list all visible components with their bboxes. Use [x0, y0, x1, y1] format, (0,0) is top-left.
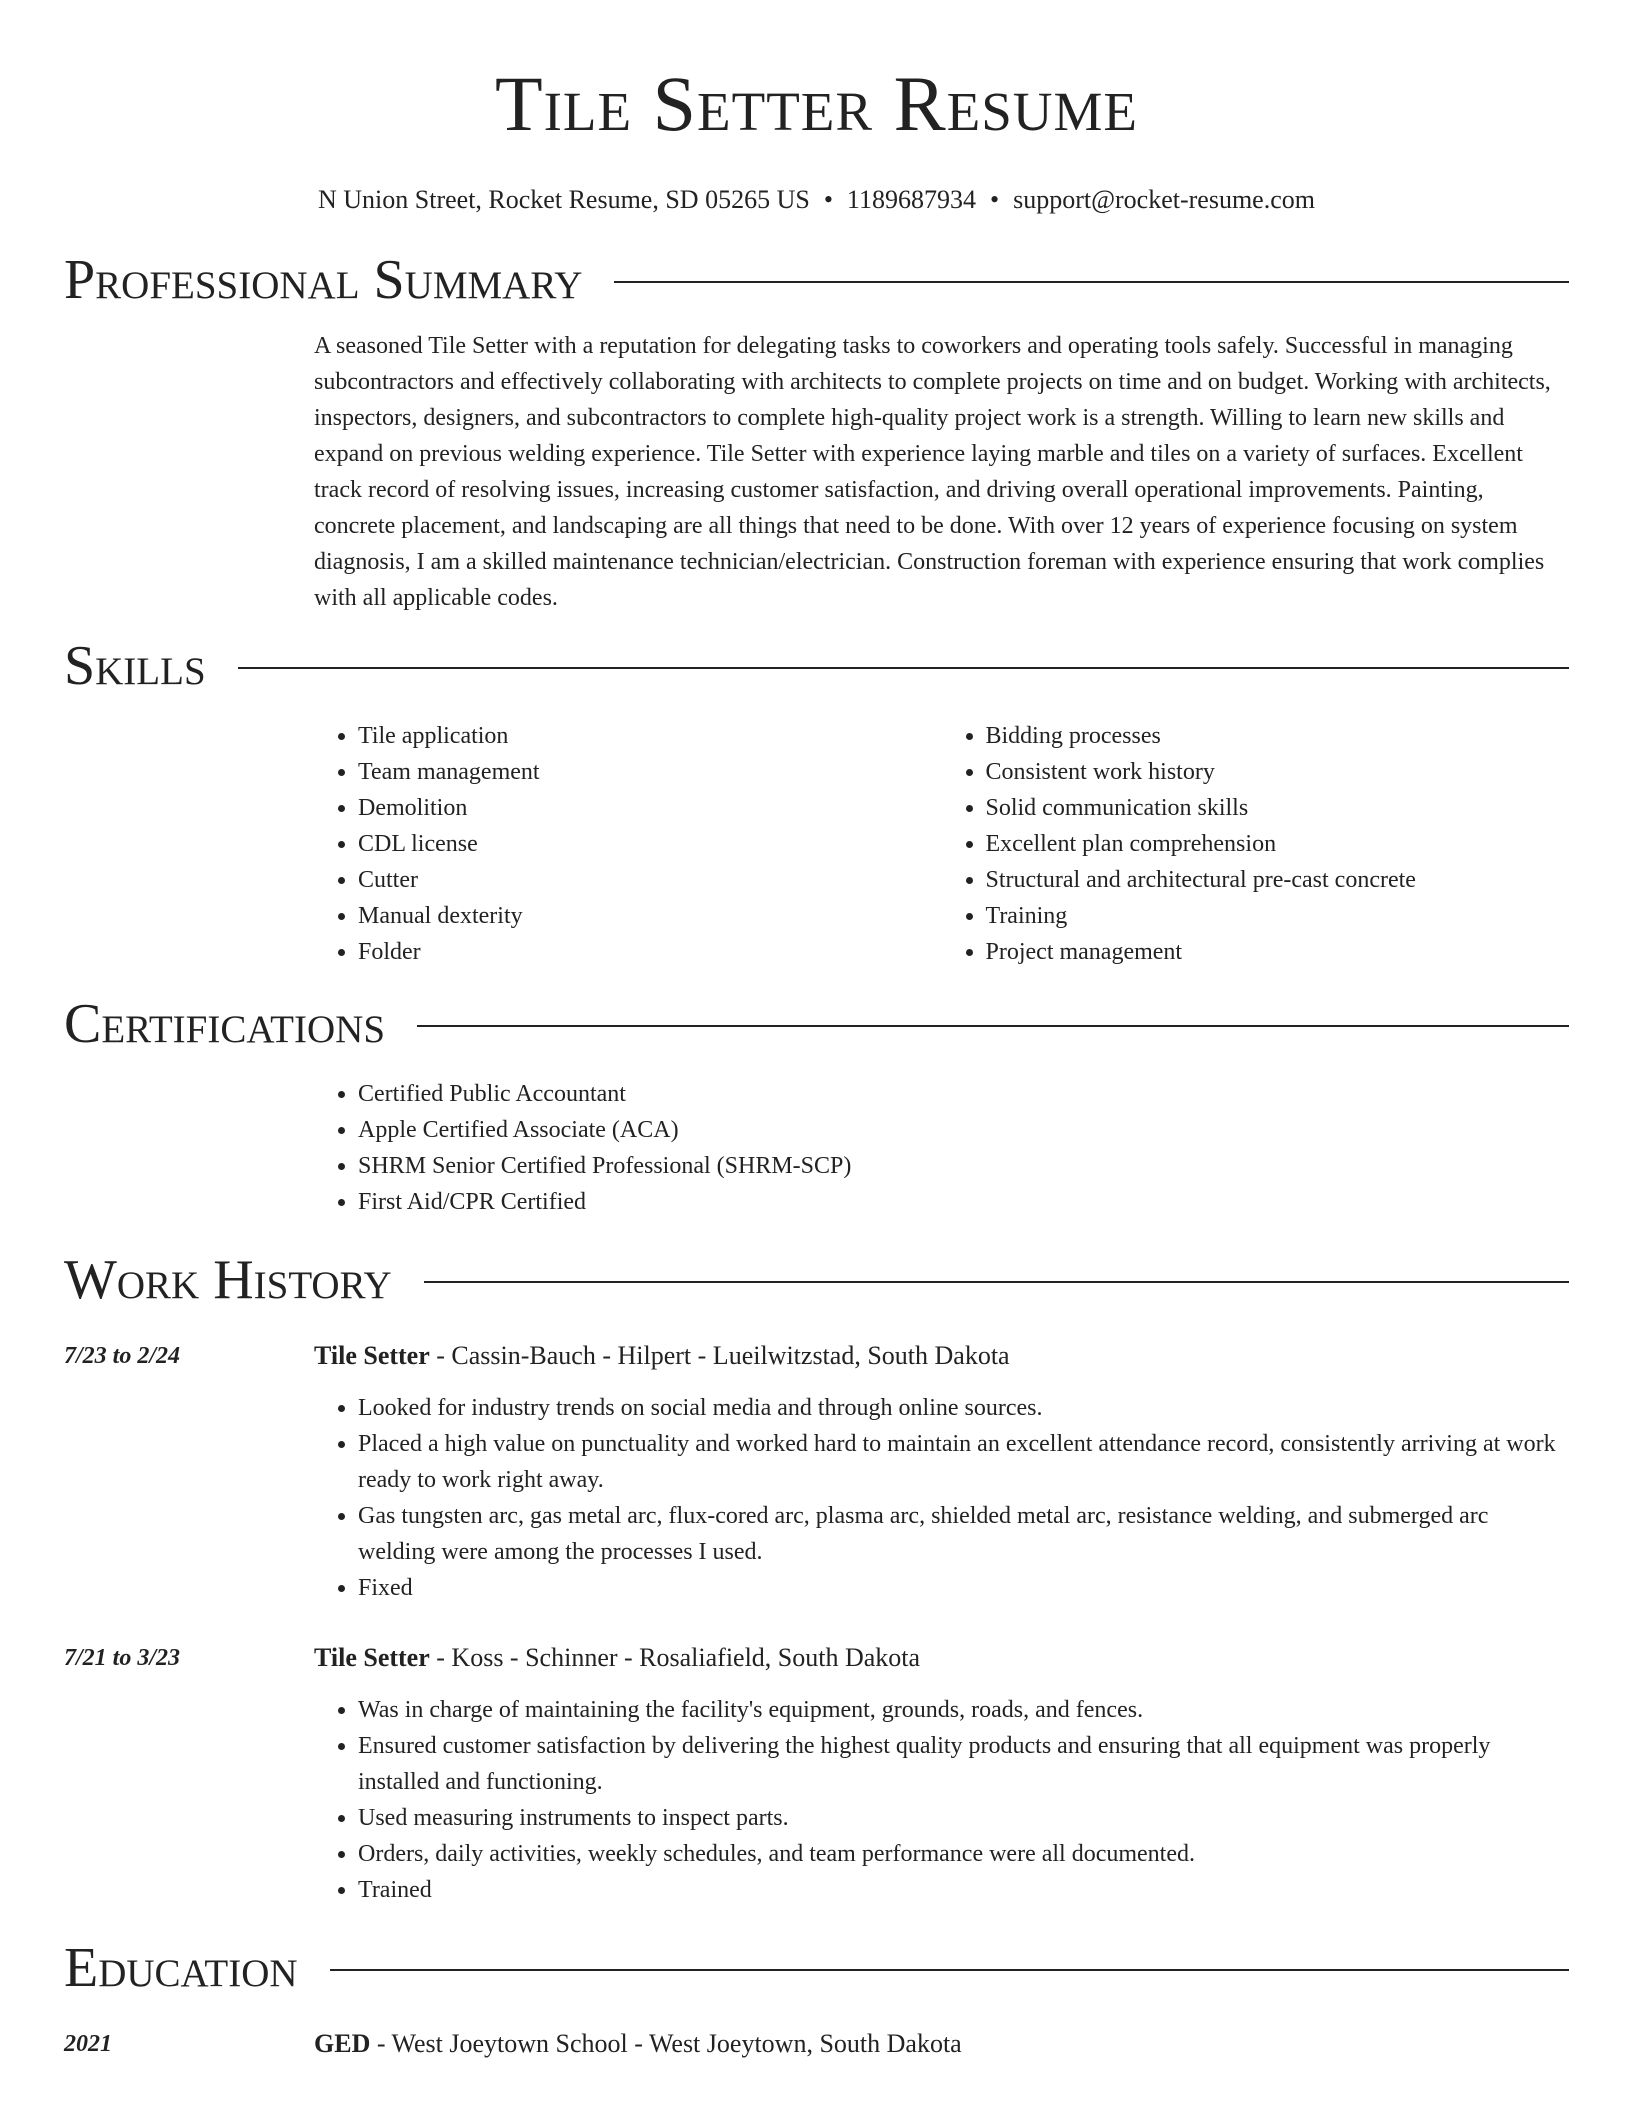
skill-item: • CDL license [358, 826, 942, 862]
skill-item: • Bidding processes [986, 718, 1570, 754]
skill-item: • Team management [358, 754, 942, 790]
skill-item: • Structural and architectural pre-cast concrete [986, 862, 1570, 898]
skill-item: • Cutter [358, 862, 942, 898]
education-heading: Education [64, 1937, 298, 1999]
contact-separator: • [823, 185, 833, 214]
certifications-section-header [64, 992, 1569, 1056]
job-title-line [314, 1640, 1569, 1676]
education-entry [64, 2026, 1569, 2062]
education-degree: GED [314, 2029, 371, 2058]
job-entry [64, 1640, 1569, 1908]
certification-item: • Apple Certified Associate (ACA) [358, 1112, 1569, 1148]
skills-heading: Skills [64, 635, 206, 697]
education-line [314, 2026, 1569, 2062]
work-history-heading: Work History [64, 1249, 392, 1311]
education-body [314, 2026, 1569, 2062]
job-duty: • Was in charge of maintaining the facility's equipment, grounds, roads, and fences. [358, 1692, 1569, 1728]
skills-list-left [314, 718, 942, 970]
skills-section-header [64, 634, 1569, 698]
contact-separator: • [989, 185, 1000, 214]
contact-email: support@rocket-resume.com [1013, 185, 1315, 214]
job-duty: • Fixed [358, 1570, 1569, 1606]
summary-text: A seasoned Tile Setter with a reputation for delegating tasks to coworkers and operating tools safely. Successful in managing subcontractors and effectively collaborating with architects to complete projects on time and on budget. Working with architects, inspectors, designers, and subcontractors to complete high-quality project work is a strength. Willing to learn new skills and expand on previous welding experience. Tile Setter with experience laying marble and tiles on a variety of surfaces. Excellent track record of resolving issues, increasing customer satisfaction, and driving overall operational improvements. Painting, concrete placement, and landscaping are all things that need to be done. With over 12 years of experience focusing on system diagnosis, I am a skilled maintenance technician/electrician. Construction foreman with experience ensuring that work complies with all applicable codes. [314, 333, 1551, 611]
job-employer: - Koss - Schinner - Rosaliafield, South Dakota [429, 1643, 921, 1672]
job-duty: • Gas tungsten arc, gas metal arc, flux-cored arc, plasma arc, shielded metal arc, resistance welding, and submerged arc welding were among the processes I used. [358, 1498, 1569, 1570]
certification-item: • SHRM Senior Certified Professional (SHRM-SCP) [358, 1148, 1569, 1184]
job-duty: • Ensured customer satisfaction by delivering the highest quality products and ensuring that all equipment was properly installed and functioning. [358, 1728, 1569, 1800]
job-body [314, 1338, 1569, 1606]
job-duty: • Orders, daily activities, weekly schedules, and team performance were all documented. [358, 1836, 1569, 1872]
job-duties-list [314, 1692, 1569, 1908]
skill-item: • Tile application [358, 718, 942, 754]
resume-title: Tile Setter Resume [494, 60, 1139, 147]
job-duty: • Placed a high value on punctuality and worked hard to maintain an excellent attendance record, consistently arriving at work ready to work right away. [358, 1426, 1569, 1498]
section-divider [330, 1969, 1569, 1971]
contact-phone: 1189687934 [846, 185, 976, 214]
section-divider [417, 1025, 1569, 1027]
work-history-section-header [64, 1248, 1569, 1312]
job-dates: 7/21 to 3/23 [64, 1645, 181, 1671]
job-duty: • Used measuring instruments to inspect parts. [358, 1800, 1569, 1836]
contact-address: N Union Street, Rocket Resume, SD 05265 US [318, 185, 810, 214]
contact-line [64, 184, 1569, 216]
skill-item: • Manual dexterity [358, 898, 942, 934]
job-employer: - Cassin-Bauch - Hilpert - Lueilwitzstad, South Dakota [429, 1341, 1010, 1370]
section-divider [238, 667, 1569, 669]
certifications-heading: Certifications [64, 993, 386, 1055]
section-divider [424, 1281, 1569, 1283]
job-dates: 7/23 to 2/24 [64, 1343, 181, 1369]
certifications-list [314, 1076, 1569, 1220]
job-duties-list [314, 1390, 1569, 1606]
skills-list-right [942, 718, 1570, 970]
education-school: - West Joeytown School - West Joeytown, South Dakota [370, 2029, 962, 2058]
job-duty: • Looked for industry trends on social media and through online sources. [358, 1390, 1569, 1426]
section-divider [614, 281, 1569, 283]
job-title: Tile Setter [314, 1643, 430, 1672]
skill-item: • Project management [986, 934, 1570, 970]
summary-heading: Professional Summary [64, 249, 583, 311]
job-entry [64, 1338, 1569, 1606]
skill-item: • Solid communication skills [986, 790, 1570, 826]
skill-item: • Excellent plan comprehension [986, 826, 1570, 862]
skill-item: • Demolition [358, 790, 942, 826]
certification-item: • First Aid/CPR Certified [358, 1184, 1569, 1220]
certification-item: • Certified Public Accountant [358, 1076, 1569, 1112]
job-duty: • Trained [358, 1872, 1569, 1908]
job-title: Tile Setter [314, 1341, 430, 1370]
education-year: 2021 [64, 2031, 112, 2057]
skill-item: • Consistent work history [986, 754, 1570, 790]
job-title-line [314, 1338, 1569, 1374]
skill-item: • Folder [358, 934, 942, 970]
education-section-header [64, 1936, 1569, 2000]
skills-columns [314, 718, 1569, 970]
summary-section-header [64, 248, 1569, 312]
skill-item: • Training [986, 898, 1570, 934]
job-body [314, 1640, 1569, 1908]
